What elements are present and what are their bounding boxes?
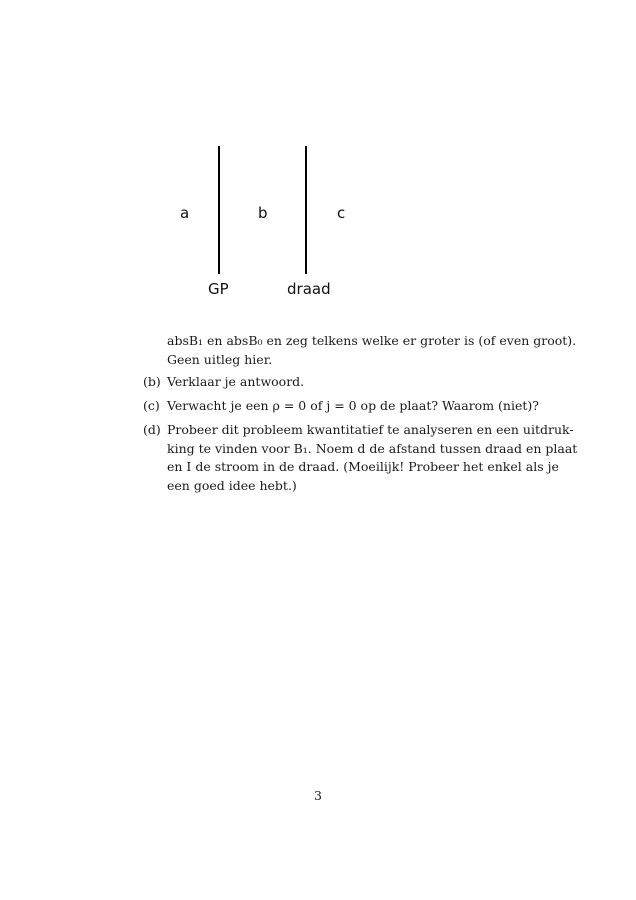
text-line: Verwacht je een ρ = 0 of j = 0 op de plaat? Waarom (niet)? <box>167 398 539 413</box>
text-line: een goed idee hebt.) <box>167 477 297 493</box>
region-label-c: c <box>337 204 346 222</box>
text-line: absB₁ en absB₀ en zeg telkens welke er groter is (of even groot). <box>167 333 577 348</box>
text-line: en I de stroom in de draad. (Moeilijk! Probeer het enkel als je <box>167 459 559 474</box>
page-number: 3 <box>314 788 322 803</box>
text-line: Verklaar je antwoord. <box>167 374 305 389</box>
question-marker: (b) <box>143 374 161 389</box>
ground-plate-label: GP <box>208 280 229 298</box>
wire-label: draad <box>287 280 331 298</box>
wire-line <box>305 146 307 274</box>
question-c <box>143 397 539 416</box>
text-line: Probeer dit probleem kwantitatief te analyseren en een uitdruk- <box>167 422 574 437</box>
region-label-a: a <box>180 204 190 222</box>
question-b <box>143 373 529 392</box>
question-a-continuation <box>167 332 577 369</box>
ground-plate-line <box>218 146 220 274</box>
question-marker: (d) <box>143 422 161 437</box>
wire-plate-figure <box>0 0 636 310</box>
text-line: king te vinden voor B₁. Noem d de afstand tussen draad en plaat <box>167 440 578 456</box>
question-d <box>143 421 578 495</box>
region-label-b: b <box>258 204 268 222</box>
text-line: Geen uitleg hier. <box>167 351 273 367</box>
question-marker: (c) <box>143 398 160 413</box>
